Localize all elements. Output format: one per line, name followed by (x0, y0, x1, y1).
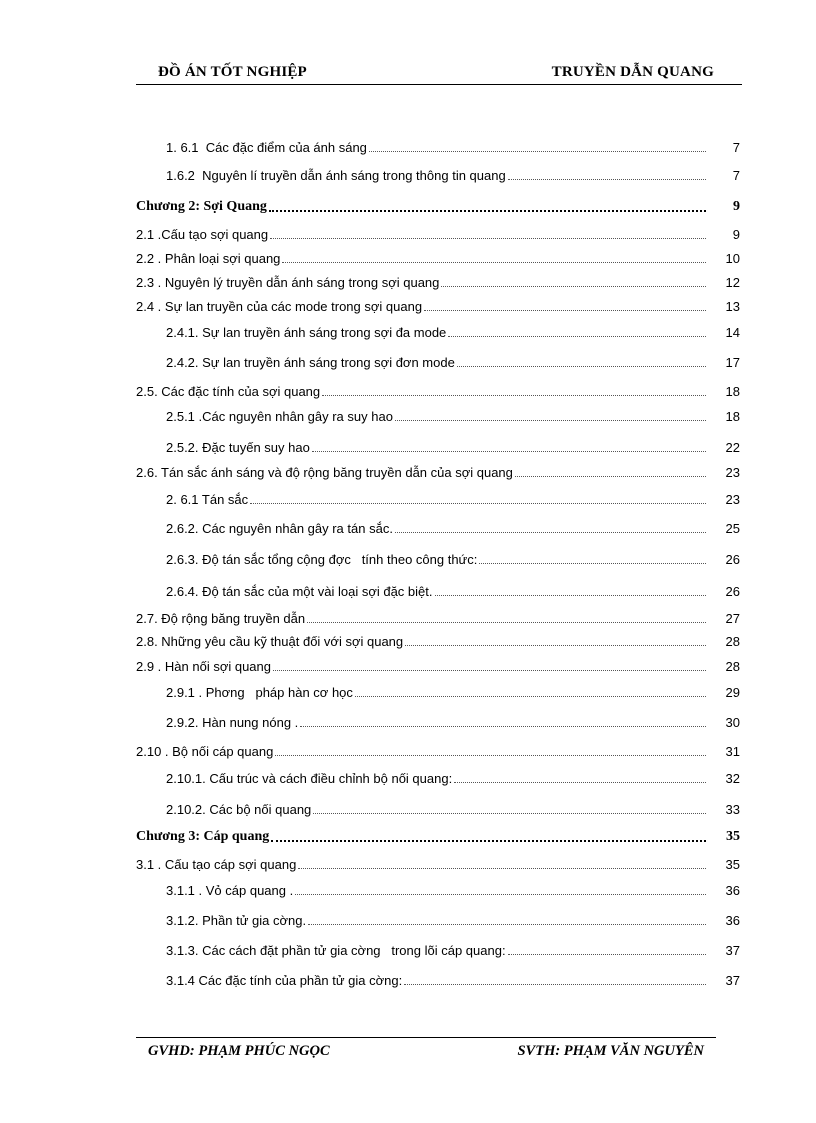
toc-subsection (166, 545, 740, 569)
toc-entry-title: 2.4 . Sự lan truyền của các mode trong sợi quang (136, 299, 423, 314)
toc-dot-leader (508, 179, 706, 180)
toc-page-number: 28 (725, 659, 740, 674)
toc-page-number: 22 (725, 440, 740, 455)
toc-page-number: 23 (725, 492, 740, 507)
toc-page-number: 9 (733, 199, 740, 214)
toc-section (136, 627, 740, 651)
toc-dot-leader (295, 894, 706, 895)
toc-entry-title: 3.1.1 . Vỏ cáp quang . (166, 883, 294, 898)
toc-page-number: 32 (725, 771, 740, 786)
toc-entry-title: 2.5. Các đặc tính của sợi quang (136, 384, 321, 399)
toc-entry-title: 2.6.4. Độ tán sắc của một vài loại sợi đặc biệt. (166, 584, 433, 599)
toc-dot-leader (454, 782, 706, 783)
toc-subsection (166, 348, 740, 372)
toc-page-number: 29 (725, 685, 740, 700)
toc-section (136, 652, 740, 676)
toc-entry-title: 2.10.1. Cấu trúc và cách điều chỉnh bộ nối quang: (166, 771, 453, 786)
toc-dot-leader (312, 451, 706, 452)
toc-dot-leader (250, 503, 706, 504)
toc-dot-leader (307, 622, 706, 623)
toc-dot-leader (270, 238, 706, 239)
toc-dot-leader (308, 924, 706, 925)
toc-subsection (166, 936, 740, 960)
toc-page-number: 37 (725, 943, 740, 958)
toc-entry-title: 2.2 . Phân loại sợi quang (136, 251, 281, 266)
toc-dot-leader (404, 984, 706, 985)
toc-entry-title: 2.9.2. Hàn nung nóng . (166, 715, 299, 730)
toc-section (136, 377, 740, 401)
footer-student: SVTH: PHẠM VĂN NGUYÊN (517, 1043, 704, 1059)
page-footer (148, 1043, 708, 1063)
toc-subsection (166, 795, 740, 819)
toc-dot-leader (479, 563, 706, 564)
toc-section (136, 737, 740, 761)
toc-page-number: 30 (725, 715, 740, 730)
toc-subsection (166, 906, 740, 930)
toc-entry-title: 2.6.2. Các nguyên nhân gây ra tán sắc. (166, 521, 393, 536)
toc-dot-leader (271, 840, 706, 842)
toc-dot-leader (273, 670, 706, 671)
toc-subsection (166, 966, 740, 990)
toc-page-number: 28 (725, 634, 740, 649)
toc-subsection (166, 485, 740, 509)
toc-entry-title: 2.1 .Cấu tạo sợi quang (136, 227, 269, 242)
toc-page-number: 18 (725, 384, 740, 399)
toc-entry-title: 2.8. Những yêu cầu kỹ thuật đối với sợi quang (136, 634, 404, 649)
toc-entry-title: 2.5.1 .Các nguyên nhân gây ra suy hao (166, 409, 393, 424)
toc-dot-leader (448, 336, 706, 337)
toc-dot-leader (313, 813, 706, 814)
toc-section (136, 292, 740, 316)
toc-page-number: 27 (725, 611, 740, 626)
toc-entry-title: 2. 6.1 Tán sắc (166, 492, 249, 507)
header-subject-title: TRUYỀN DẪN QUANG (551, 64, 714, 80)
page-header (136, 62, 742, 84)
toc-subsection (166, 577, 740, 601)
toc-dot-leader (405, 645, 706, 646)
toc-entry-title: 2.4.2. Sự lan truyền ánh sáng trong sợi đơn mode (166, 355, 455, 370)
toc-page-number: 17 (725, 355, 740, 370)
toc-page-number: 14 (725, 325, 740, 340)
toc-dot-leader (395, 532, 706, 533)
toc-page-number: 36 (725, 913, 740, 928)
toc-subsection (166, 514, 740, 538)
toc-dot-leader (275, 755, 706, 756)
toc-page-number: 7 (732, 140, 740, 155)
toc-page-number: 23 (725, 465, 740, 480)
toc-entry-title: Chương 3: Cáp quang (136, 829, 270, 844)
toc-subsection (166, 764, 740, 788)
toc-chapter (136, 823, 740, 847)
toc-dot-leader (298, 868, 706, 869)
toc-entry-title: 1. 6.1 Các đặc điểm của ánh sáng (166, 140, 367, 155)
toc-page-number: 26 (725, 584, 740, 599)
toc-entry-title: 2.9.1 . Phơng pháp hàn cơ học (166, 685, 353, 700)
header-project-title: ĐỒ ÁN TỐT NGHIỆP (158, 64, 307, 80)
footer-supervisor: GVHD: PHẠM PHÚC NGỌC (148, 1043, 330, 1059)
toc-dot-leader (435, 595, 707, 596)
toc-subsection (166, 433, 740, 457)
toc-page-number: 36 (725, 883, 740, 898)
toc-subsection (166, 161, 740, 185)
toc-entry-title: 2.7. Độ rộng băng truyền dẫn (136, 611, 306, 626)
toc-page-number: 13 (725, 299, 740, 314)
toc-page-number: 26 (725, 552, 740, 567)
toc-dot-leader (369, 151, 706, 152)
toc-subsection (166, 708, 740, 732)
toc-subsection (166, 678, 740, 702)
toc-page-number: 10 (725, 251, 740, 266)
toc-entry-title: 1.6.2 Nguyên lí truyền dẫn ánh sáng trong thông tin quang (166, 168, 506, 183)
toc-page-number: 12 (725, 275, 740, 290)
toc-dot-leader (424, 310, 706, 311)
toc-entry-title: 3.1.4 Các đặc tính của phần tử gia cờng: (166, 973, 403, 988)
toc-page-number: 18 (725, 409, 740, 424)
toc-entry-title: 3.1.3. Các cách đặt phần tử gia cờng trong lõi cáp quang: (166, 943, 506, 958)
header-divider (136, 84, 742, 85)
toc-dot-leader (395, 420, 706, 421)
toc-page-number: 35 (726, 829, 740, 844)
toc-page-number: 25 (725, 521, 740, 536)
toc-entry-title: 2.5.2. Đặc tuyến suy hao (166, 440, 310, 455)
toc-entry-title: 2.3 . Nguyên lý truyền dẫn ánh sáng trong sợi quang (136, 275, 440, 290)
toc-dot-leader (300, 726, 706, 727)
toc-page-number: 37 (725, 973, 740, 988)
toc-page-number: 33 (725, 802, 740, 817)
toc-dot-leader (515, 476, 706, 477)
toc-entry-title: 2.10 . Bộ nối cáp quang (136, 744, 274, 759)
toc-section (136, 268, 740, 292)
toc-section (136, 220, 740, 244)
toc-page-number: 31 (725, 744, 740, 759)
toc-dot-leader (282, 262, 706, 263)
toc-dot-leader (508, 954, 706, 955)
toc-subsection (166, 876, 740, 900)
toc-entry-title: 2.4.1. Sự lan truyền ánh sáng trong sợi đa mode (166, 325, 447, 340)
toc-dot-leader (322, 395, 706, 396)
toc-section (136, 604, 740, 628)
toc-entry-title: 2.6.3. Độ tán sắc tổng cộng đợc tính theo công thức: (166, 552, 478, 567)
toc-entry-title: 3.1 . Cấu tạo cáp sợi quang (136, 857, 297, 872)
toc-subsection (166, 318, 740, 342)
toc-dot-leader (269, 210, 706, 212)
toc-section (136, 458, 740, 482)
toc-page-number: 7 (732, 168, 740, 183)
toc-section (136, 244, 740, 268)
toc-entry-title: 2.10.2. Các bộ nối quang (166, 802, 312, 817)
toc-page-number: 35 (725, 857, 740, 872)
toc-section (136, 850, 740, 874)
toc-entry-title: Chương 2: Sợi Quang (136, 199, 267, 214)
toc-dot-leader (355, 696, 706, 697)
toc-entry-title: 2.9 . Hàn nối sợi quang (136, 659, 272, 674)
toc-subsection (166, 402, 740, 426)
toc-entry-title: 2.6. Tán sắc ánh sáng và độ rộng băng truyền dẫn của sợi quang (136, 465, 513, 480)
toc-dot-leader (457, 366, 706, 367)
toc-dot-leader (441, 286, 706, 287)
footer-divider (136, 1037, 716, 1038)
toc-page-number: 9 (732, 227, 740, 242)
toc-chapter (136, 193, 740, 217)
toc-entry-title: 3.1.2. Phần tử gia cờng. (166, 913, 307, 928)
toc-subsection (166, 133, 740, 157)
